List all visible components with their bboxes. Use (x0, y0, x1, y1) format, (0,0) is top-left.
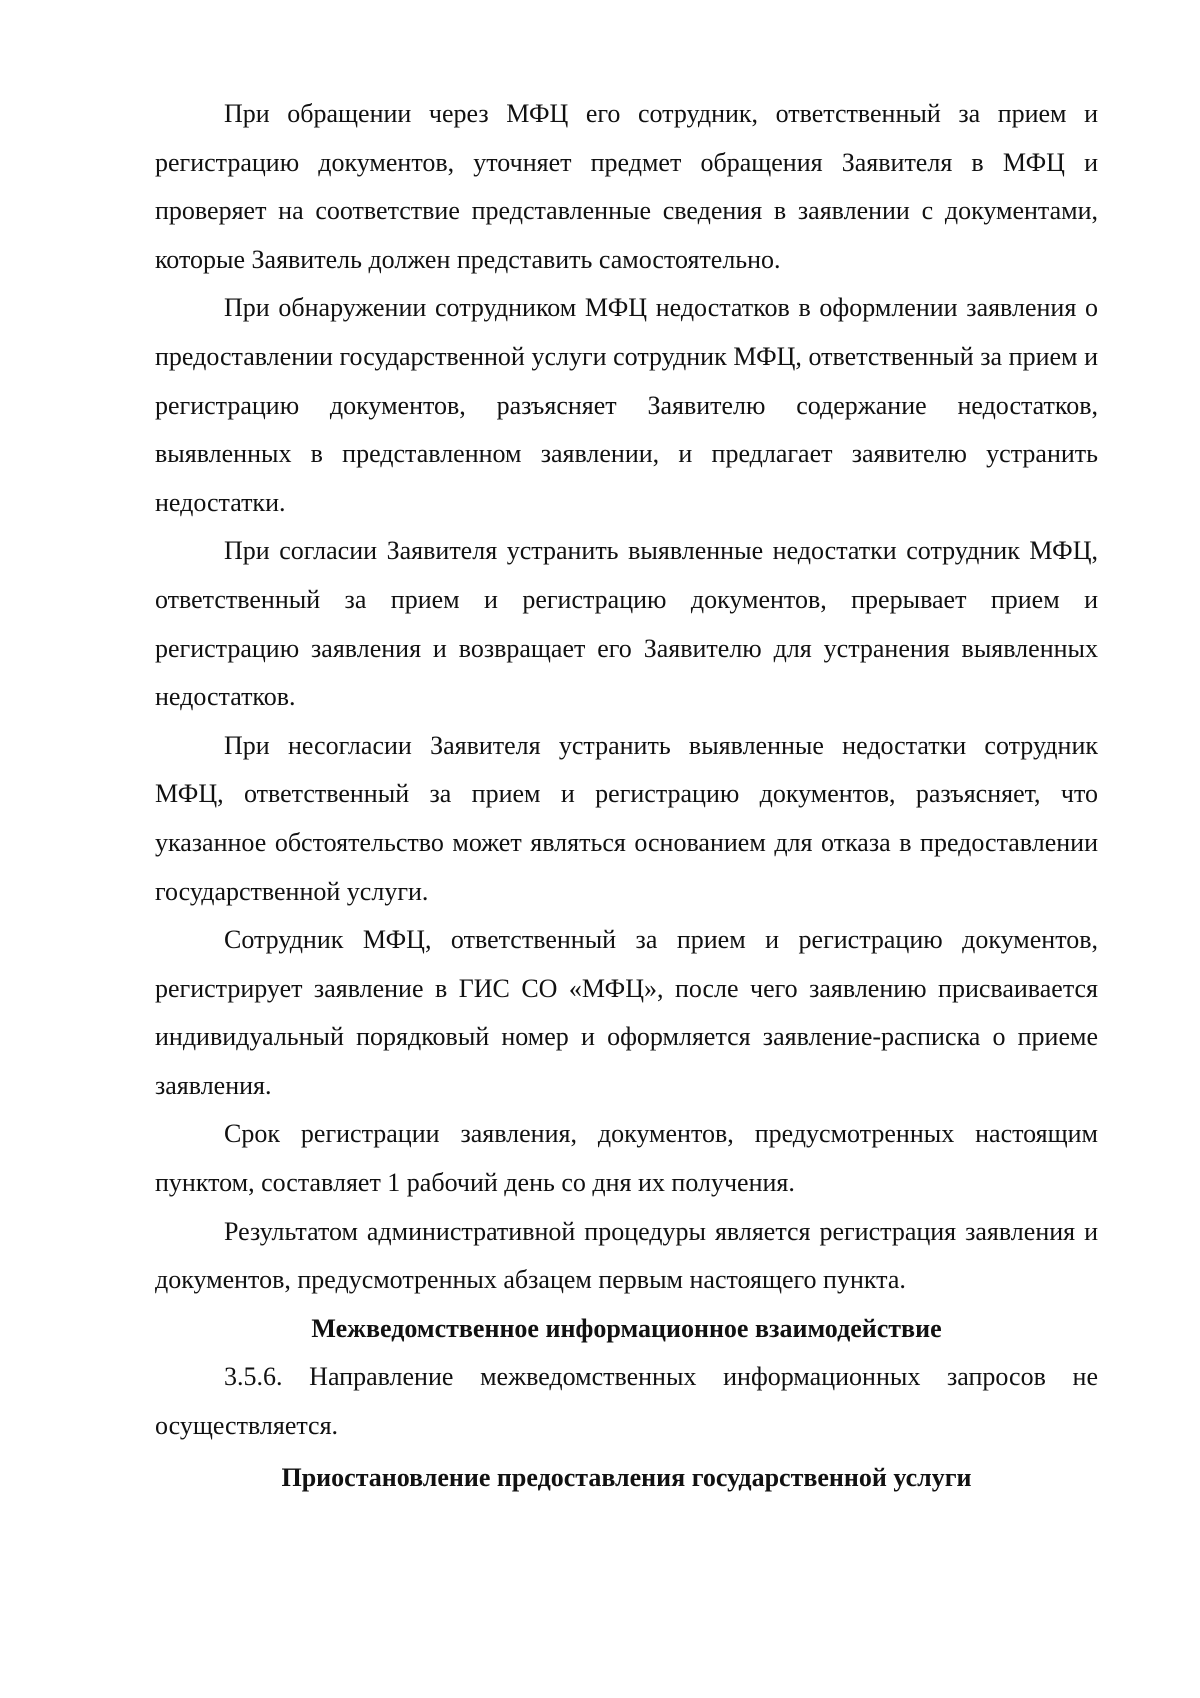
paragraph-applicant-agrees: При согласии Заявителя устранить выявленные недостатки сотрудник МФЦ, ответственный за прием и регистрацию документов, прерывает прием и регистрацию заявления и возвращает его Заявителю для устранения выявленных недостатков. (155, 536, 1098, 712)
paragraph-procedure-result: Результатом административной процедуры является регистрация заявления и документов, предусмотренных абзацем первым настоящего пункта. (155, 1216, 1098, 1295)
paragraph-deficiencies-found: При обнаружении сотрудником МФЦ недостатков в оформлении заявления о предоставлении государственной услуги сотрудник МФЦ, ответственный за прием и регистрацию документов, разъясняет Заявителю содержание недостатков, выявленных в представленном заявлении, и предлагает заявителю устранить недостатки. (155, 293, 1098, 517)
paragraph-3-5-6: 3.5.6. Направление межведомственных информационных запросов не осуществляется. (155, 1362, 1098, 1441)
section-heading-suspension: Приостановление предоставления государственной услуги (281, 1462, 972, 1492)
paragraph-registration-term: Срок регистрации заявления, документов, предусмотренных настоящим пунктом, составляет 1 рабочий день со дня их получения. (155, 1119, 1098, 1198)
paragraph-applicant-disagrees: При несогласии Заявителя устранить выявленные недостатки сотрудник МФЦ, ответственный за прием и регистрацию документов, разъясняет, что указанное обстоятельство может являться основанием для отказа в предоставлении государственной услуги. (155, 730, 1098, 906)
document-body (155, 90, 1098, 1502)
paragraph-registration-gis: Сотрудник МФЦ, ответственный за прием и регистрацию документов, регистрирует заявление в ГИС СО «МФЦ», после чего заявлению присваивается индивидуальный порядковый номер и оформляется заявление-расписка о приеме заявления. (155, 925, 1098, 1100)
section-heading-interagency: Межведомственное информационное взаимодействие (311, 1313, 942, 1343)
paragraph-mfc-intake: При обращении через МФЦ его сотрудник, ответственный за прием и регистрацию документов, уточняет предмет обращения Заявителя в МФЦ и проверяет на соответствие представленные сведения в заявлении с документами, которые Заявитель должен представить самостоятельно. (155, 99, 1098, 274)
